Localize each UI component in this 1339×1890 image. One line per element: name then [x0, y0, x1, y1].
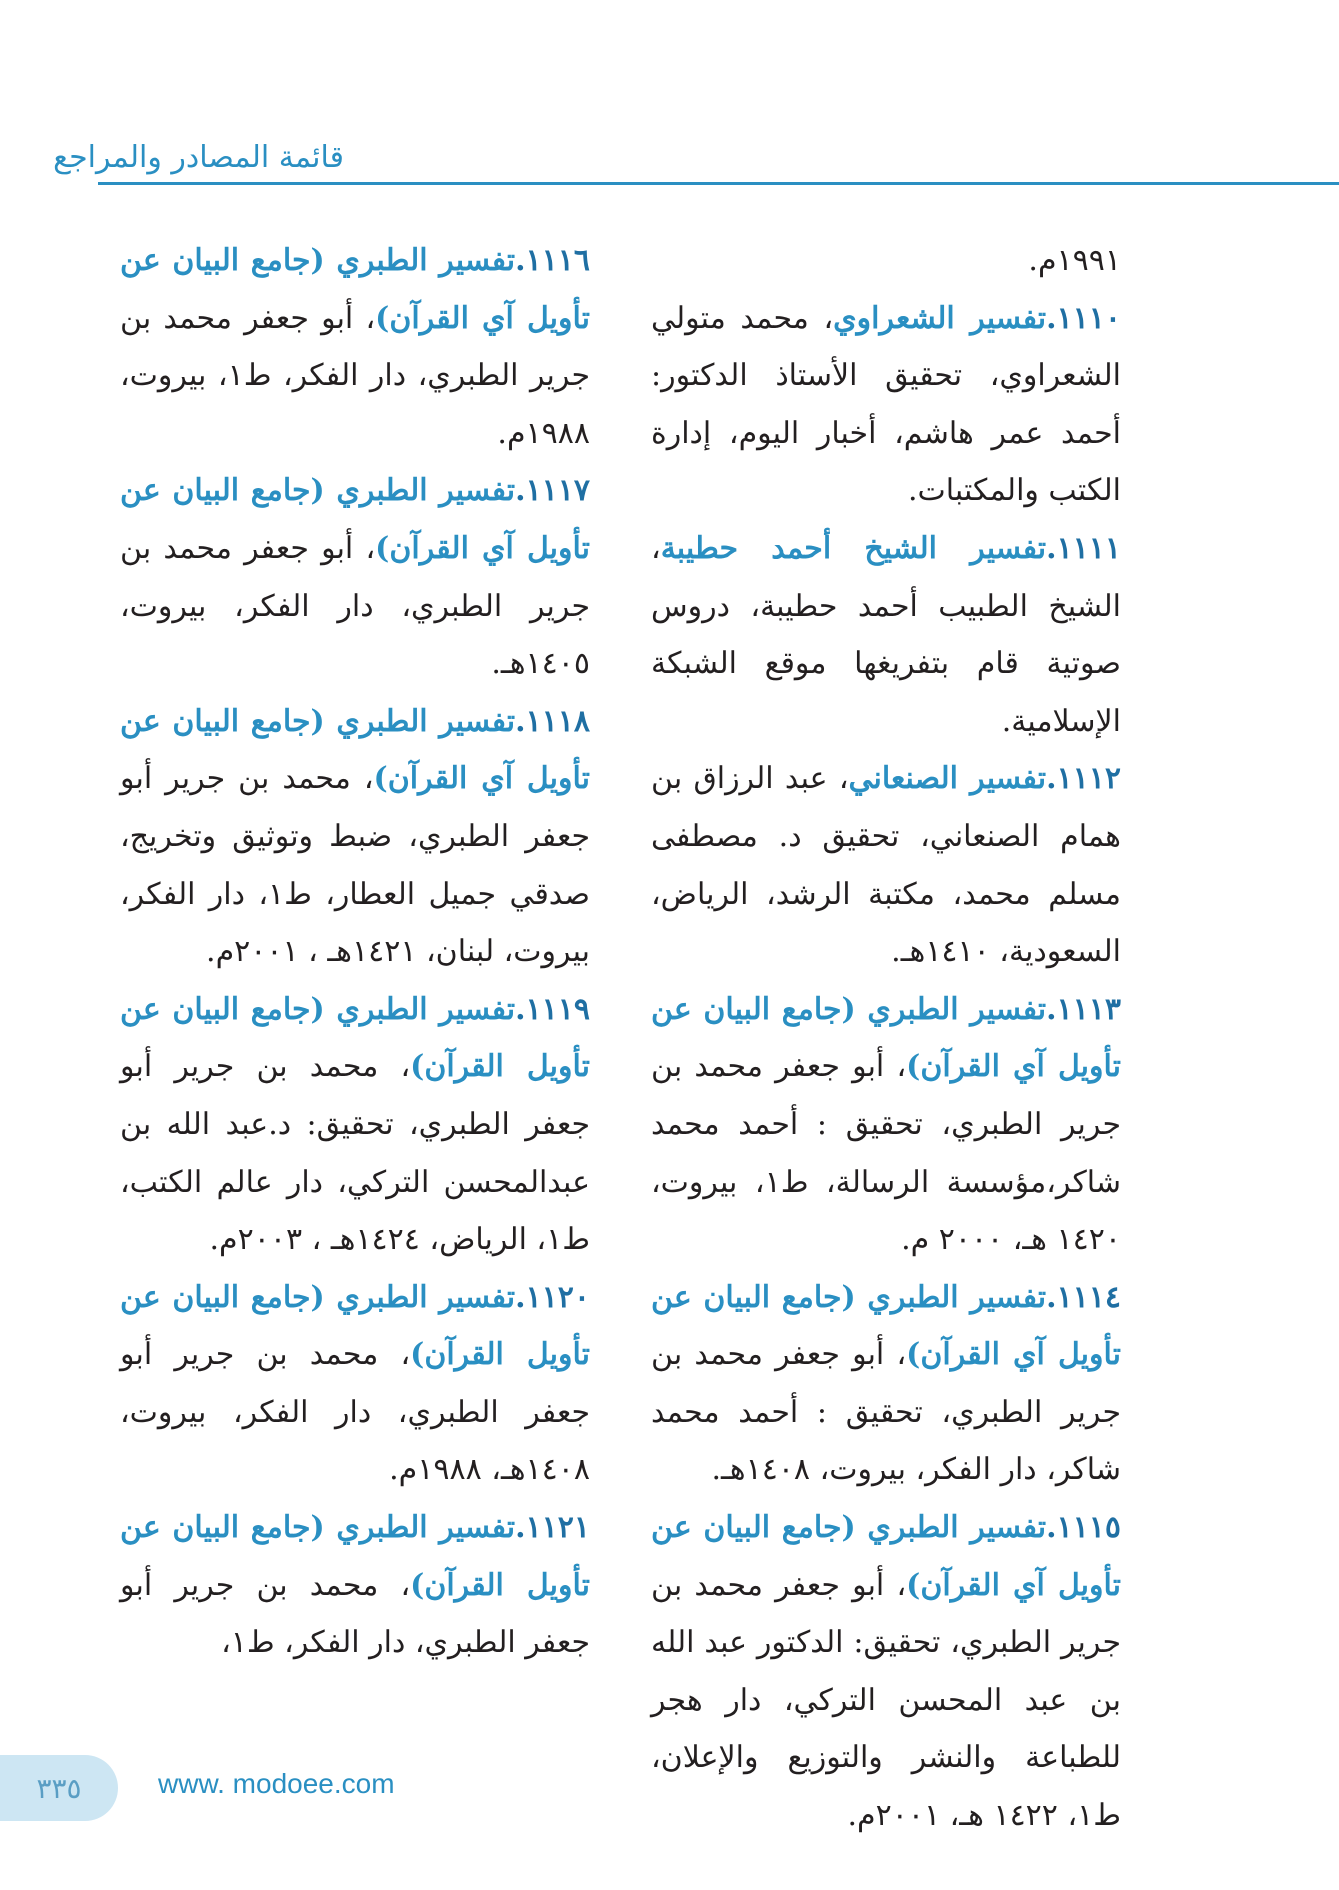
entry-text: ، أبو جعفر محمد بن جرير الطبري، دار الفكر، ط١، بيروت، ١٩٨٨م.	[120, 300, 590, 451]
entry-text: ، محمد بن جرير أبو جعفر الطبري، دار الفكر، ط١،	[120, 1567, 590, 1661]
entry-number: ١١١٢.	[1046, 761, 1121, 797]
reference-entry-1115	[651, 1499, 1121, 1845]
header-title: قائمة المصادر والمراجع	[53, 140, 344, 175]
entry-title: تفسير الطبري (جامع البيان عن تأويل آي القرآن)	[651, 991, 1121, 1085]
entry-number: ١١١٩.	[515, 991, 590, 1027]
reference-entry-1113	[651, 981, 1121, 1269]
entry-title: تفسير الطبري (جامع البيان عن تأويل القرآن)	[120, 1279, 590, 1373]
header-rule	[98, 182, 1339, 185]
reference-entry-1114	[651, 1269, 1121, 1499]
left-column	[120, 232, 590, 1672]
reference-entry-1121	[120, 1499, 590, 1672]
reference-entry-1112	[651, 750, 1121, 980]
entry-text: ، أبو جعفر محمد بن جرير الطبري، دار الفكر، بيروت، ١٤٠٥هـ.	[120, 530, 590, 682]
entry-title: تفسير الطبري (جامع البيان عن تأويل آي القرآن)	[120, 473, 590, 566]
entry-title: تفسير الشيخ أحمد حطيبة	[660, 530, 1047, 566]
reference-entry-1117	[120, 462, 590, 692]
continuation-line: ١٩٩١م.	[1028, 243, 1121, 278]
page-number: ٣٣٥	[36, 1771, 82, 1805]
page-number-badge	[0, 1755, 118, 1821]
entry-text: ، الشيخ الطبيب أحمد حطيبة، دروس صوتية قام بتفريغها موقع الشبكة الإسلامية.	[651, 530, 1121, 739]
entry-number: ١١١٧.	[515, 473, 590, 509]
right-column	[651, 232, 1121, 1845]
entry-number: ١١١٣.	[1046, 991, 1121, 1027]
entry-number: ١١٢١.	[515, 1510, 590, 1546]
entry-text: ، محمد بن جرير أبو جعفر الطبري، ضبط وتوثيق وتخريج، صدقي جميل العطار، ط١، دار الفكر، بيروت، لبنان، ١٤٢١هـ ، ٢٠٠١م.	[120, 761, 591, 970]
entry-title: تفسير الشعراوي	[833, 300, 1047, 336]
reference-entry-1111	[651, 520, 1121, 750]
entry-title: تفسير الطبري (جامع البيان عن تأويل آي القرآن)	[651, 1510, 1121, 1603]
entry-text: ، عبد الرزاق بن همام الصنعاني، تحقيق د. مصطفى مسلم محمد، مكتبة الرشد، الرياض، السعودية، ١٤١٠هـ.	[651, 761, 1121, 970]
entry-number: ١١١٥.	[1046, 1510, 1121, 1546]
entry-number: ١١١١.	[1046, 530, 1121, 566]
entry-text: ، أبو جعفر محمد بن جرير الطبري، تحقيق: الدكتور عبد الله بن عبد المحسن التركي، دار هجر للطباعة والنشر والتوزيع والإعلان، ط١، ١٤٢٢ هـ، ٢٠٠١م.	[651, 1567, 1121, 1834]
entry-text: ، أبو جعفر محمد بن جرير الطبري، تحقيق : أحمد محمد شاكر، دار الفكر، بيروت، ١٤٠٨هـ.	[651, 1337, 1121, 1488]
entry-text: ، محمد متولي الشعراوي، تحقيق الأستاذ الدكتور: أحمد عمر هاشم، أخبار اليوم، إدارة الكتب والمكتبات.	[651, 300, 1121, 509]
entry-title: تفسير الطبري (جامع البيان عن تأويل آي القرآن)	[120, 243, 590, 336]
entry-text: ، محمد بن جرير أبو جعفر الطبري، دار الفكر، بيروت، ١٤٠٨هـ، ١٩٨٨م.	[120, 1337, 590, 1488]
reference-entry-1116	[120, 232, 590, 462]
reference-entry-1110	[651, 290, 1121, 520]
entry-number: ١١١٠.	[1046, 300, 1121, 336]
website-link[interactable]: www. modoee.com	[158, 1768, 395, 1799]
reference-entry-1119	[120, 981, 590, 1269]
entry-number: ١١٢٠.	[515, 1279, 590, 1315]
entry-number: ١١١٤.	[1046, 1279, 1121, 1315]
reference-entry-1120	[120, 1269, 590, 1499]
entry-title: تفسير الطبري (جامع البيان عن تأويل آي القرآن)	[120, 703, 590, 797]
entry-title: تفسير الطبري (جامع البيان عن تأويل القرآن)	[120, 991, 590, 1085]
reference-entry-1118	[120, 693, 590, 981]
entry-number: ١١١٦.	[515, 243, 590, 278]
entry-number: ١١١٨.	[515, 703, 590, 739]
entry-title: تفسير الصنعاني	[848, 761, 1047, 797]
running-header	[0, 140, 1339, 185]
entry-text: ، أبو جعفر محمد بن جرير الطبري، تحقيق : أحمد محمد شاكر،مؤسسة الرسالة، ط١، بيروت، ١٤٢٠ هـ، ٢٠٠٠ م.	[651, 1049, 1121, 1258]
entry-title: تفسير الطبري (جامع البيان عن تأويل القرآن)	[120, 1510, 590, 1603]
entry-text: ، محمد بن جرير أبو جعفر الطبري، تحقيق: د.عبد الله بن عبدالمحسن التركي، دار عالم الكتب، ط١، الرياض، ١٤٢٤هـ ، ٢٠٠٣م.	[120, 1049, 590, 1258]
entry-title: تفسير الطبري (جامع البيان عن تأويل آي القرآن)	[651, 1279, 1121, 1373]
